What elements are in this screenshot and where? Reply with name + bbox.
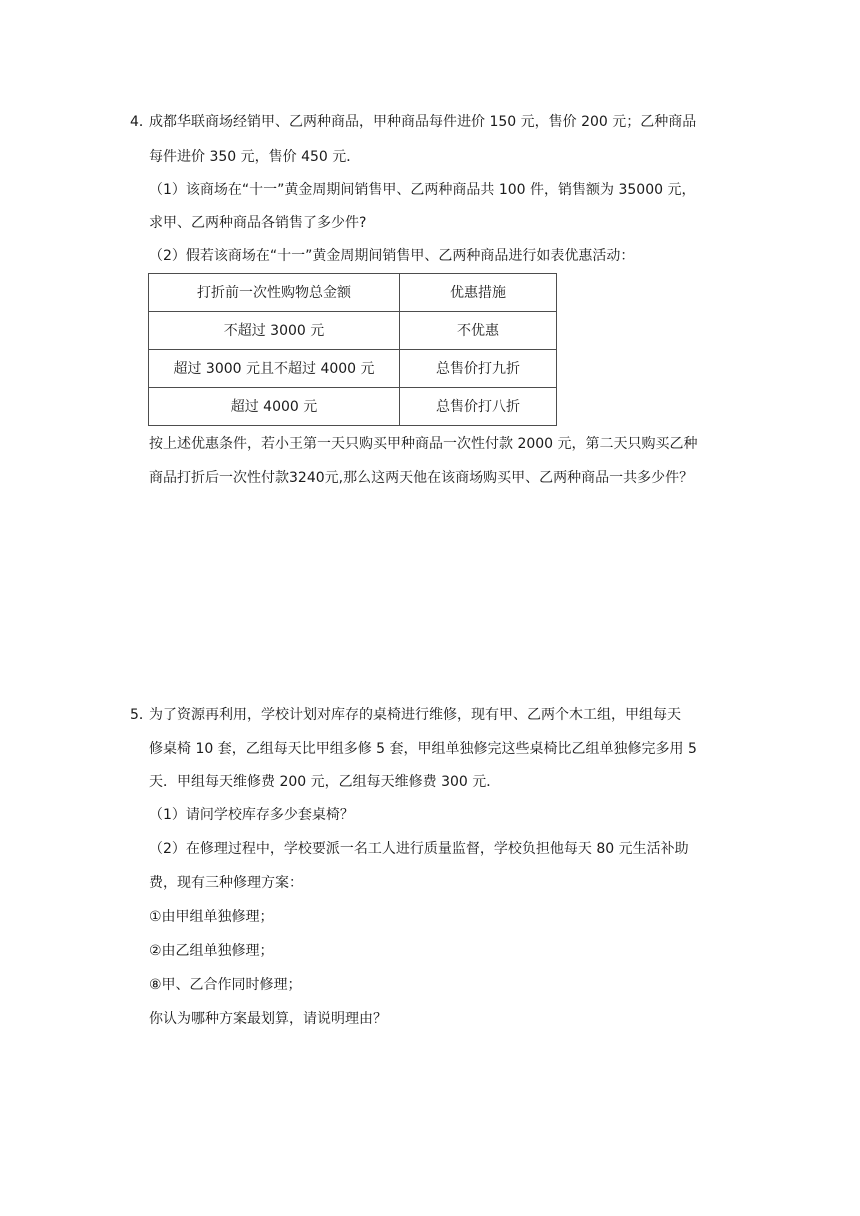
table-cell: 不优惠 — [400, 312, 557, 350]
problem-5-option-1: ①由甲组单独修理； — [149, 909, 274, 925]
problem-4-part-2-line-1: （2）假若该商场在“十一”黄金周期间销售甲、乙两种商品进行如表优惠活动： — [149, 248, 635, 264]
problem-4-part-1-line-1: （1）该商场在“十一”黄金周期间销售甲、乙两种商品共 100 件，销售额为 35000 元， — [149, 182, 696, 198]
table-cell: 超过 3000 元且不超过 4000 元 — [149, 350, 400, 388]
table-row — [149, 388, 557, 426]
problem-5-part-2-line-1: （2）在修理过程中，学校要派一名工人进行质量监督，学校负担他每天 80 元生活补助 — [149, 841, 689, 857]
problem-4-after-line-2: 商品打折后一次性付款3240元,那么这两天他在该商场购买甲、乙两种商品一共多少件？ — [149, 470, 694, 486]
table-cell: 总售价打八折 — [400, 388, 557, 426]
discount-table — [148, 273, 557, 426]
table-header-cell: 打折前一次性购物总金额 — [149, 274, 400, 312]
problem-5-line-1: 为了资源再利用，学校计划对库存的桌椅进行维修，现有甲、乙两个木工组，甲组每天 — [149, 707, 681, 723]
table-cell: 总售价打九折 — [400, 350, 557, 388]
problem-4-number: 4． — [130, 114, 153, 130]
problem-5-part-2-line-2: 费，现有三种修理方案： — [149, 875, 303, 891]
problem-4-line-2: 每件进价 350 元，售价 450 元． — [149, 149, 361, 165]
problem-5-number: 5． — [130, 707, 153, 723]
problem-4-part-1-line-2: 求甲、乙两种商品各销售了多少件? — [149, 215, 367, 231]
table-header-cell: 优惠措施 — [400, 274, 557, 312]
problem-4-line-1: 成都华联商场经销甲、乙两种商品，甲种商品每件进价 150 元，售价 200 元；乙种商品 — [149, 114, 697, 130]
table-header-row — [149, 274, 557, 312]
problem-5-part-1: （1）请问学校库存多少套桌椅？ — [149, 807, 354, 823]
table-row — [149, 312, 557, 350]
problem-5-line-2: 修桌椅 10 套，乙组每天比甲组多修 5 套，甲组单独修完这些桌椅比乙组单独修完多用 5 — [149, 741, 697, 757]
table-row — [149, 350, 557, 388]
problem-5-option-2: ②由乙组单独修理； — [149, 943, 274, 959]
problem-4-after-line-1: 按上述优惠条件，若小王第一天只购买甲种商品一次性付款 2000 元，第二天只购买乙种 — [149, 436, 698, 452]
problem-5-line-3: 天．甲组每天维修费 200 元，乙组每天维修费 300 元． — [149, 774, 501, 790]
problem-5-option-3: ⑧甲、乙合作同时修理； — [149, 977, 302, 993]
problem-5-question: 你认为哪种方案最划算，请说明理由？ — [149, 1011, 387, 1027]
table-cell: 超过 4000 元 — [149, 388, 400, 426]
table-cell: 不超过 3000 元 — [149, 312, 400, 350]
